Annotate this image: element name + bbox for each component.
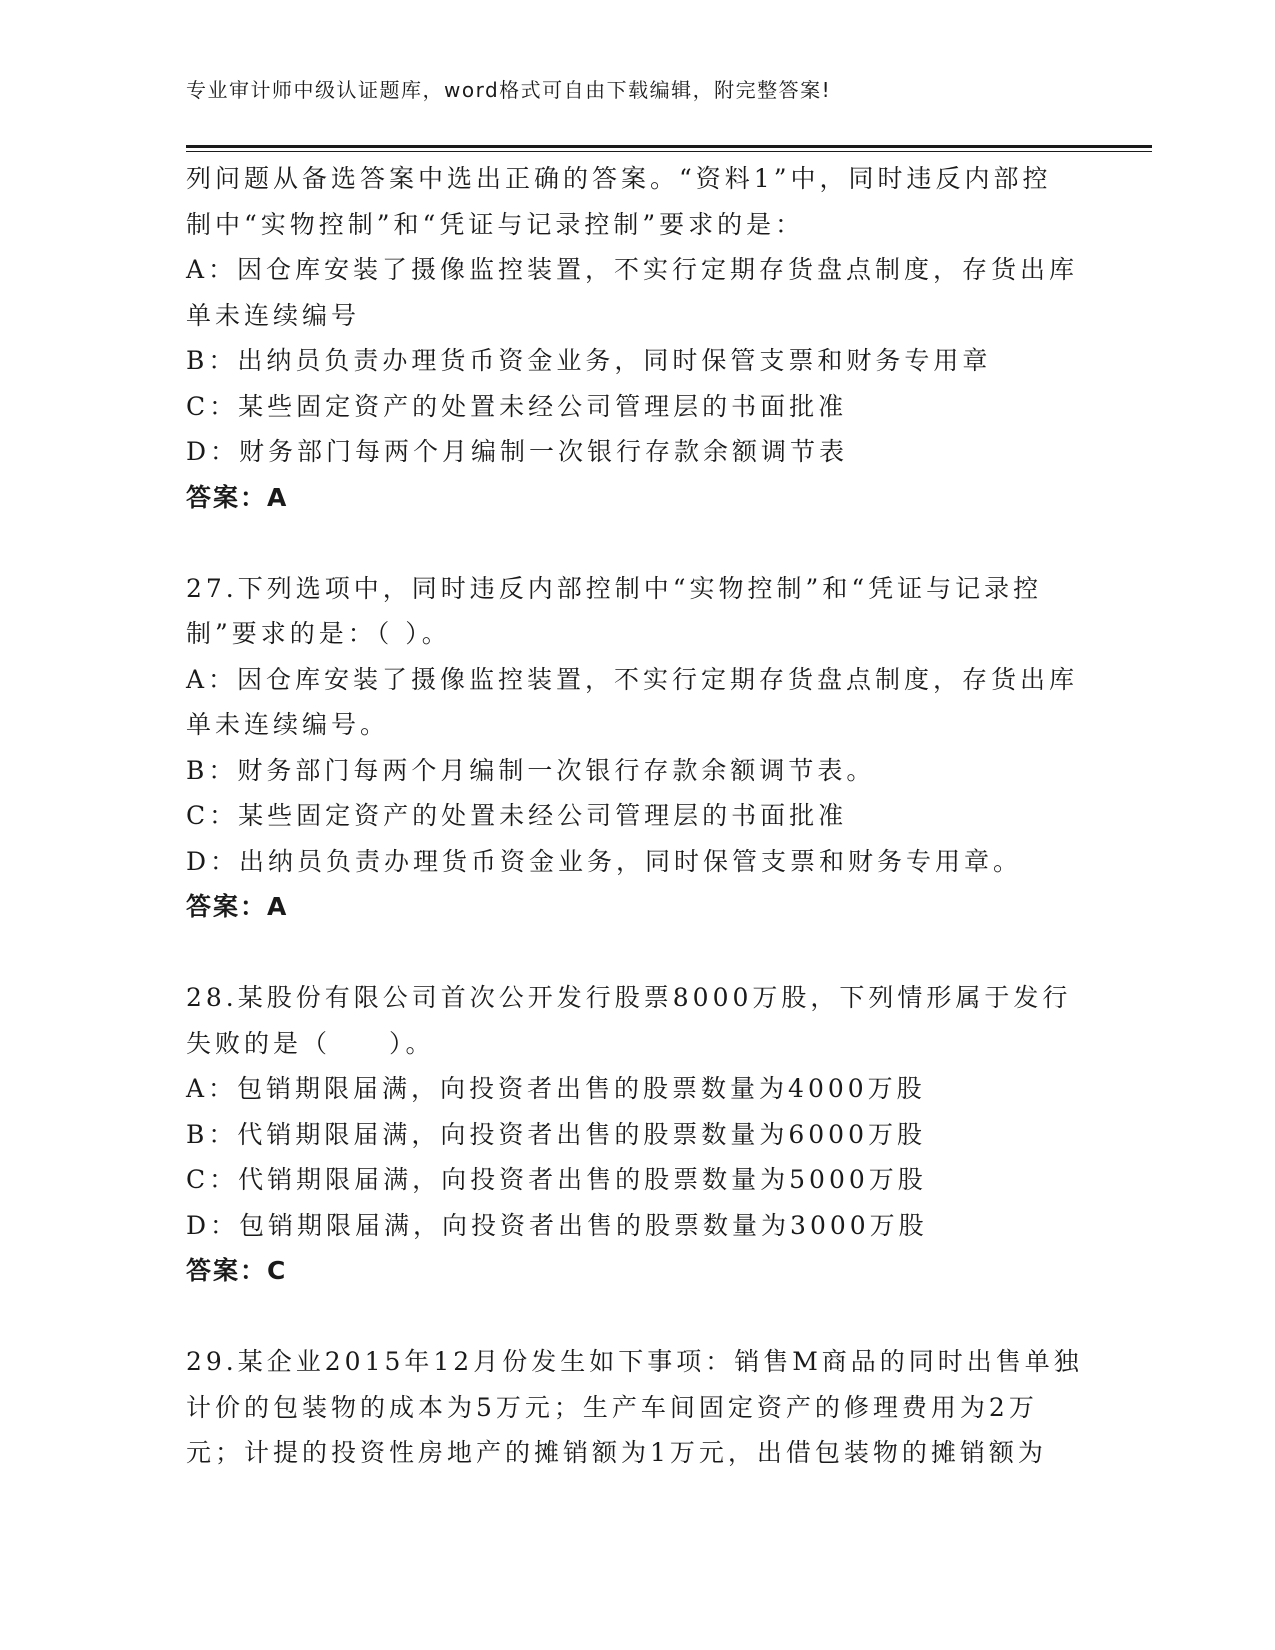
option-d: D：包销期限届满，向投资者出售的股票数量为3000万股 <box>186 1210 928 1240</box>
question-26 <box>186 156 1086 520</box>
header-divider-thin <box>186 151 1152 152</box>
question-stem-line: 29.某企业2015年12月份发生如下事项：销售M商品的同时出售单独 <box>186 1347 1083 1376</box>
question-stem-line: 计价的包装物的成本为5万元；生产车间固定资产的修理费用为2万 <box>186 1392 1038 1422</box>
option-d: D：财务部门每两个月编制一次银行存款余额调节表 <box>186 437 849 466</box>
question-28 <box>186 975 1086 1294</box>
option-c: C：某些固定资产的处置未经公司管理层的书面批准 <box>186 391 848 421</box>
option-c: C：某些固定资产的处置未经公司管理层的书面批准 <box>186 801 848 830</box>
option-a-continued: 单未连续编号。 <box>186 710 390 739</box>
question-stem-line: 制中“实物控制”和“凭证与记录控制”要求的是： <box>186 209 805 239</box>
question-stem-line: 28.某股份有限公司首次公开发行股票8000万股，下列情形属于发行 <box>186 983 1072 1012</box>
option-c: C：代销期限届满，向投资者出售的股票数量为5000万股 <box>186 1165 927 1194</box>
option-a: A：包销期限届满，向投资者出售的股票数量为4000万股 <box>186 1074 926 1103</box>
option-b: B：出纳员负责办理货币资金业务，同时保管支票和财务专用章 <box>186 346 992 375</box>
spacer <box>186 930 1086 976</box>
header-divider-thick <box>186 145 1152 148</box>
question-stem-line: 27.下列选项中，同时违反内部控制中“实物控制”和“凭证与记录控 <box>186 573 1043 603</box>
spacer <box>186 1294 1086 1340</box>
question-stem-line: 制”要求的是：（ ）。 <box>186 619 451 648</box>
option-a: A：因仓库安装了摄像监控装置，不实行定期存货盘点制度，存货出库 <box>186 664 1079 694</box>
option-d: D：出纳员负责办理货币资金业务，同时保管支票和财务专用章。 <box>186 846 1023 876</box>
option-b: B：财务部门每两个月编制一次银行存款余额调节表。 <box>186 755 876 785</box>
question-stem-line: 列问题从备选答案中选出正确的答案。“资料1”中，同时违反内部控 <box>186 164 1052 193</box>
question-content <box>186 156 1086 1476</box>
option-a-continued: 单未连续编号 <box>186 300 361 330</box>
question-29 <box>186 1339 1086 1476</box>
option-b: B：代销期限届满，向投资者出售的股票数量为6000万股 <box>186 1119 926 1149</box>
spacer <box>186 520 1086 566</box>
answer-label: 答案：A <box>186 482 289 512</box>
question-stem-line: 失败的是（ ）。 <box>186 1028 435 1058</box>
answer-label: 答案：A <box>186 892 289 921</box>
question-stem-line: 元；计提的投资性房地产的摊销额为1万元，出借包装物的摊销额为 <box>186 1438 1047 1467</box>
page-header: 专业审计师中级认证题库，word格式可自由下载编辑，附完整答案! <box>186 78 832 102</box>
question-27 <box>186 566 1086 930</box>
answer-label: 答案：C <box>186 1256 288 1285</box>
option-a: A：因仓库安装了摄像监控装置，不实行定期存货盘点制度，存货出库 <box>186 255 1079 284</box>
